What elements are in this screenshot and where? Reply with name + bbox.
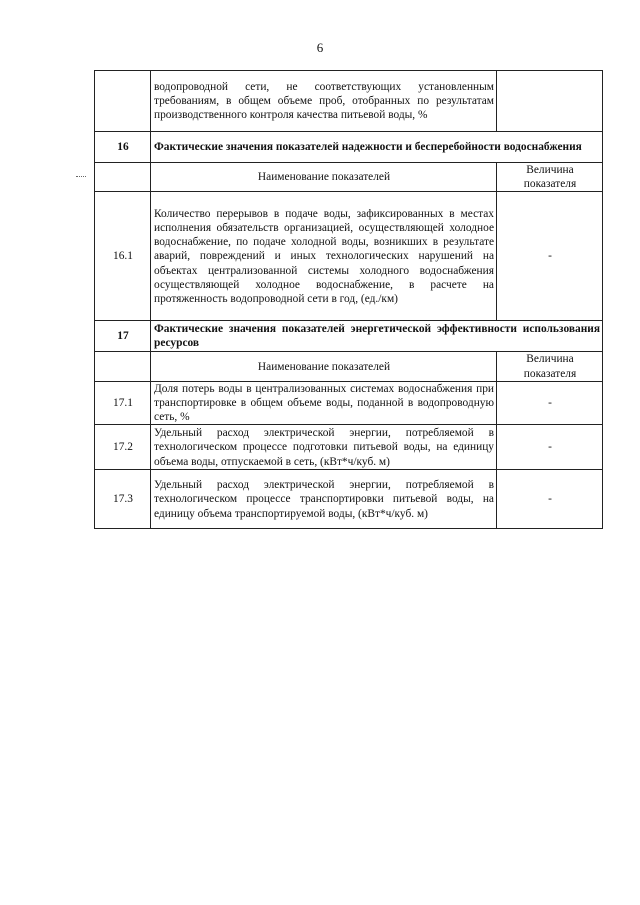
section-16-row xyxy=(95,132,603,163)
section-16-title: Фактические значения показателей надежности и бесперебойности водоснабжения xyxy=(151,132,603,163)
row-17-3-text: Удельный расход электрической энергии, потребляемой в технологическом процессе транспортировки питьевой воды, на единицу объема транспортируемой воды, (кВт*ч/куб. м) xyxy=(151,470,497,529)
section-16-header-value: Величина показателя xyxy=(497,163,603,192)
section-17-header-row xyxy=(95,352,603,381)
section-16-header-num xyxy=(95,163,151,192)
continuation-text: водопроводной сети, не соответствующих установленным требованиям, в общем объеме проб, отобранных по результатам производственного контроля качества питьевой воды, % xyxy=(151,71,497,132)
table-row-16-1 xyxy=(95,192,603,321)
section-16-header-name: Наименование показателей xyxy=(151,163,497,192)
page-number: 6 xyxy=(316,40,324,55)
section-17-row xyxy=(95,321,603,352)
table-row-continuation xyxy=(95,71,603,132)
continuation-value xyxy=(497,71,603,132)
section-17-header-num xyxy=(95,352,151,381)
section-17-title: Фактические значения показателей энергетической эффективности использования ресурсов xyxy=(151,321,603,352)
indicators-table xyxy=(94,70,603,529)
table-row-17-3 xyxy=(95,470,603,529)
continuation-num-cell xyxy=(95,71,151,132)
row-17-2-text: Удельный расход электрической энергии, потребляемой в технологическом процессе подготовки питьевой воды, на единицу объема воды, отпускаемой в сеть, (кВт*ч/куб. м) xyxy=(151,425,497,470)
row-16-1-value: - xyxy=(497,192,603,321)
section-17-num: 17 xyxy=(95,321,151,352)
row-17-1-value: - xyxy=(497,381,603,425)
row-17-3-num: 17.3 xyxy=(95,470,151,529)
table-row-17-1 xyxy=(95,381,603,425)
row-16-1-num: 16.1 xyxy=(95,192,151,321)
row-17-1-num: 17.1 xyxy=(95,381,151,425)
row-17-3-value: - xyxy=(497,470,603,529)
row-17-2-num: 17.2 xyxy=(95,425,151,470)
row-17-1-text: Доля потерь воды в централизованных системах водоснабжения при транспортировке в общем объеме воды, поданной в водопроводную сеть, % xyxy=(151,381,497,425)
row-17-2-value: - xyxy=(497,425,603,470)
section-17-header-value: Величина показателя xyxy=(497,352,603,381)
table-row-17-2 xyxy=(95,425,603,470)
row-16-1-text: Количество перерывов в подаче воды, зафиксированных в местах исполнения обязательств организацией, осуществляющей холодное водоснабжение, по подаче холодной воды, возникших в результате аварий, повреждений и иных технологических нарушений на объектах централизованной системы холодного водоснабжения осуществляющей холодное водоснабжение, в расчете на протяженность водопроводной сети в год, (ед./км) xyxy=(151,192,497,321)
section-17-header-name: Наименование показателей xyxy=(151,352,497,381)
section-16-header-row xyxy=(95,163,603,192)
margin-mark xyxy=(76,176,86,177)
section-16-num: 16 xyxy=(95,132,151,163)
